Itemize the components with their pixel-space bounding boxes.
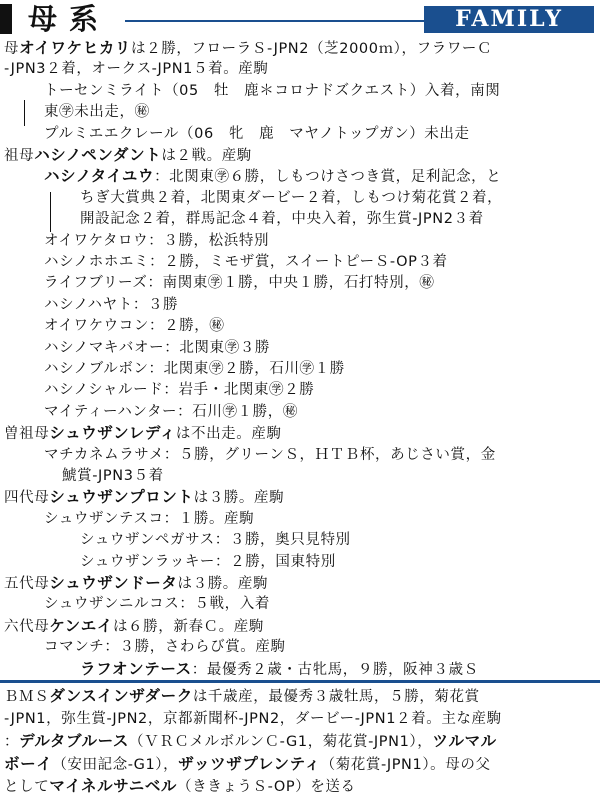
- horse-name: ザッツザプレンティ: [178, 754, 321, 773]
- text-segment: 鯱賞-JPN3５着: [62, 468, 164, 484]
- text-segment: トーセンミライト（05 牡 鹿＊コロナドズクエスト）入着，南関: [44, 82, 501, 99]
- text-line: [44, 379, 314, 401]
- text-line: [44, 358, 345, 380]
- horse-name: オイワケヒカリ: [19, 39, 132, 57]
- text-line: [44, 101, 150, 123]
- section-title-en: FAMILY: [424, 6, 594, 33]
- text-line: [80, 187, 502, 209]
- text-segment: ：: [4, 734, 20, 750]
- text-segment: 母: [4, 41, 20, 57]
- text-segment: ハシノホホエミ：２勝，ミモザ賞，スイートピーＳ-OP３着: [44, 254, 448, 270]
- header-rule: [125, 20, 425, 22]
- text-segment: は６勝，新春Ｃ。産駒: [112, 618, 264, 635]
- text-line: [80, 551, 336, 573]
- text-line: [80, 658, 479, 680]
- text-line: [44, 401, 298, 423]
- text-segment: シュウザンニルコス：５戦，入着: [44, 596, 270, 613]
- text-segment: ちぎ大賞典２着，北関東ダービー２着，しもつけ菊花賞２着，: [80, 189, 503, 206]
- horse-name: ツルマル: [432, 732, 497, 750]
- text-segment: 六代母: [4, 618, 50, 635]
- text-segment: ハシノブルボン：北関東㊫２勝，石川㊫１勝: [44, 361, 345, 377]
- text-segment: ：北関東㊫６勝，しもつけさつき賞，足利記念，と: [154, 169, 502, 186]
- text-line: [4, 486, 284, 508]
- text-segment: マチカネムラサメ：５勝，グリーンＳ，ＨＴＢ杯，あじさい賞，金: [44, 446, 496, 463]
- text-segment: シュウザンペガサス：３勝，奥只見特別: [80, 532, 351, 549]
- text-segment: オイワケウコン：２勝，㊙: [44, 318, 225, 335]
- text-segment: マイティーハンター：石川㊫１勝，㊙: [44, 403, 298, 420]
- header-accent-bar: [0, 4, 12, 34]
- text-segment: 祖母: [4, 148, 35, 164]
- text-segment: -JPN1，弥生賞-JPN2，京都新聞杯-JPN2，ダービー-JPN1２着。主な産駒: [4, 710, 502, 727]
- text-line: [44, 294, 178, 316]
- text-segment: ：最優秀２歳・古牝馬，９勝，阪神３歳Ｓ: [191, 661, 479, 678]
- text-line: [44, 123, 470, 145]
- text-line: [44, 636, 286, 658]
- text-segment: は３勝。産駒: [193, 490, 285, 507]
- text-line: [4, 753, 491, 775]
- tree-connector: [50, 192, 51, 232]
- text-line: [62, 465, 164, 487]
- text-segment: ライフブリーズ：南関東㊫１勝，中央１勝，石打特別，㊙: [44, 275, 435, 292]
- text-segment: は２戦。産駒: [161, 148, 252, 164]
- text-segment: として: [4, 779, 50, 795]
- text-segment: 開設記念２着，群馬記念４着，中央入着，弥生賞-JPN2３着: [80, 211, 484, 228]
- text-line: [4, 572, 268, 594]
- text-segment: 四代母: [4, 490, 50, 507]
- horse-name: ダンスインザダーク: [49, 687, 193, 705]
- text-segment: ＢＭＳ: [4, 689, 50, 705]
- horse-name: ラフオンテース: [80, 659, 192, 678]
- text-line: [4, 422, 282, 444]
- text-segment: （ききょうＳ-OP）を送る: [177, 779, 356, 795]
- text-line: [4, 708, 502, 730]
- horse-name: デルタブルース: [19, 732, 130, 750]
- text-line: [44, 80, 500, 102]
- text-line: [4, 37, 492, 59]
- text-segment: は千歳産，最優秀３歳牡馬，５勝，菊花賞: [192, 689, 480, 705]
- horse-name: ケンエイ: [49, 616, 113, 635]
- text-segment: オイワケタロウ：３勝，松浜特別: [44, 232, 270, 249]
- text-line: [44, 593, 270, 615]
- text-line: [44, 337, 270, 359]
- text-segment: シュウザンテスコ：１勝。産駒: [44, 510, 255, 527]
- text-segment: ハシノマキバオー：北関東㊫３勝: [44, 339, 270, 356]
- text-line: [44, 230, 269, 252]
- text-line: [4, 615, 264, 637]
- text-segment: （安田記念-G1），: [52, 756, 179, 773]
- text-line: [44, 444, 496, 466]
- text-segment: は２勝，フローラＳ-JPN2（芝2000ｍ），フラワーＣ: [131, 41, 493, 57]
- text-segment: は３勝。産駒: [177, 576, 269, 592]
- tree-connector: [24, 100, 25, 126]
- section-title-jp: 母系: [28, 2, 111, 36]
- text-line: [80, 208, 484, 230]
- text-segment: は不出走。産駒: [175, 426, 282, 443]
- text-segment: -JPN3２着，オークス-JPN1５着。産駒: [4, 61, 269, 78]
- text-line: [4, 730, 497, 752]
- text-line: [44, 165, 501, 187]
- text-line: [4, 685, 480, 707]
- horse-name: シュウザンレディ: [49, 424, 176, 443]
- text-line: [4, 144, 252, 166]
- text-line: [44, 315, 224, 337]
- text-segment: 東㊫未出走，㊙: [44, 104, 150, 121]
- section-divider: [0, 680, 600, 683]
- section-header: [0, 0, 600, 40]
- text-segment: ハシノシャルード：岩手・北関東㊫２勝: [44, 382, 315, 399]
- text-segment: 曽祖母: [4, 426, 50, 443]
- text-line: [4, 775, 356, 797]
- text-segment: ハシノハヤト：３勝: [44, 296, 179, 313]
- text-segment: コマンチ：３勝，さわらび賞。産駒: [44, 639, 286, 656]
- horse-name: シュウザンドータ: [49, 574, 178, 592]
- text-line: [4, 58, 269, 80]
- text-segment: 五代母: [4, 576, 50, 592]
- horse-name: マイネルサニベル: [49, 777, 178, 795]
- horse-name: ボーイ: [4, 754, 53, 773]
- horse-name: ハシノペンダント: [34, 146, 162, 164]
- horse-name: ハシノタイユウ: [44, 167, 155, 186]
- text-segment: プルミエエクレール（06 牝 鹿 マヤノトップガン）未出走: [44, 125, 470, 142]
- text-line: [44, 272, 434, 294]
- text-segment: （ＶＲＣメルボルンＣ-G1，菊花賞-JPN1），: [129, 734, 433, 750]
- text-segment: （菊花賞-JPN1）。母の父: [320, 756, 491, 773]
- text-line: [44, 251, 448, 273]
- text-segment: シュウザンラッキー：２勝，国東特別: [80, 553, 336, 570]
- horse-name: シュウザンプロント: [49, 488, 194, 507]
- text-line: [44, 508, 254, 530]
- text-line: [80, 529, 351, 551]
